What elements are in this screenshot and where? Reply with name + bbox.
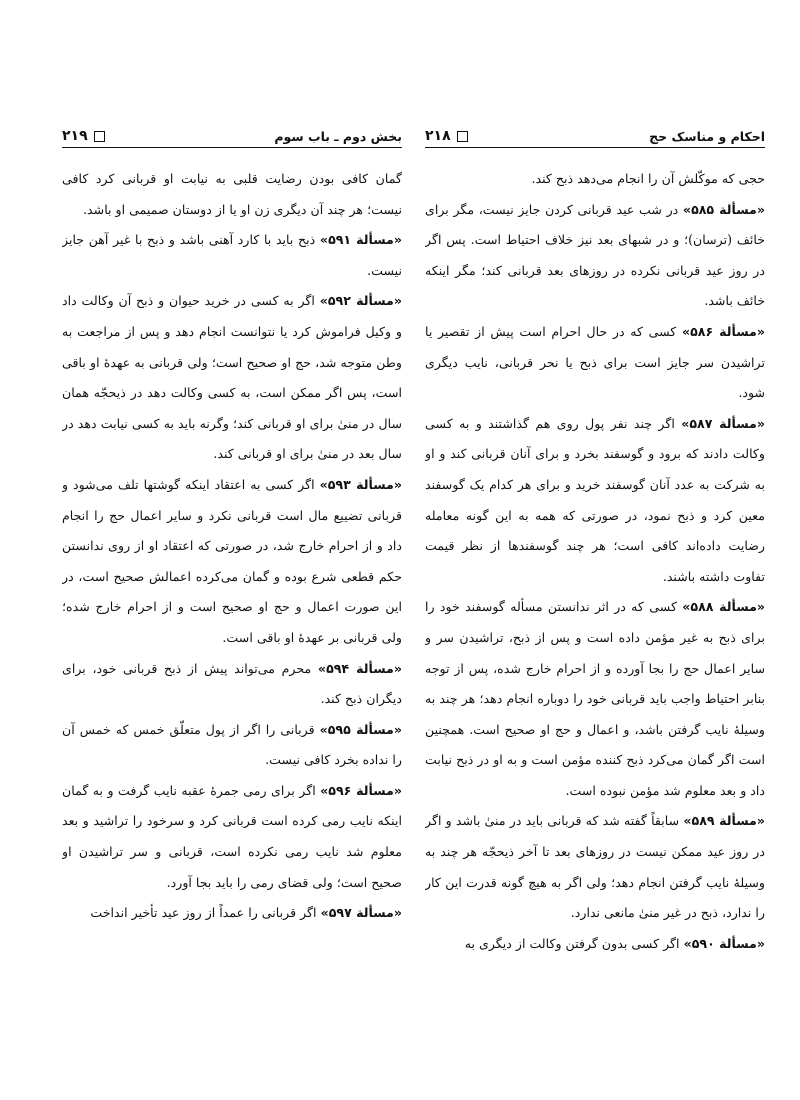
paragraph: «مسألة ۵۹۵» قربانی را اگر از پول متعلّق خمس که خمس آن را نداده بخرد کافی نیست. [62,721,402,768]
question-number: «مسألة ۵۹۲» [319,293,402,309]
question-number: «مسألة ۵۹۶» [320,782,402,798]
question-number: «مسألة ۵۸۷» [681,415,765,431]
paragraph: حجی که موکّلش آن را انجام می‌دهد ذبح کند. [531,171,765,186]
paragraph: گمان کافی بودن رضایت قلبی به نیابت او قربانی کرد کافی نیست؛ هر چند آن دیگری زن او یا از دوستان صمیمی او باشد. [62,171,402,217]
paragraph: «مسألة ۵۸۵» در شب عید قربانی کردن جایز نیست، مگر برای خائف (ترسان)؛ و در شبهای بعد نیز خلاف احتیاط است. پس اگر در روز عید قربانی نکرده در روزهای بعد قربانی کند؛ مگر اینکه خائف باشد. [425,201,765,309]
page-number: ۲۱۸ [425,128,451,144]
paragraph: «مسألة ۵۸۶» کسی که در حال احرام است پیش از تقصیر یا تراشیدن سر جایز است برای ذبح یا نحر قربانی، نایب دیگری شود. [425,323,765,401]
page-header [425,118,765,148]
question-number: «مسألة ۵۸۶» [681,323,765,339]
paragraph: «مسألة ۵۸۸» کسی که در اثر ندانستن مسأله گوسفند خود را برای ذبح به غیر مؤمن داده است و پس از ذبح، تراشیدن سر و سایر اعمال حج را بجا آورده و از احرام خارج شده، پس از توجه بنابر احتیاط واجب باید قربانی خود را دوباره انجام دهد؛ هر چند به وسیلهٔ نایب گرفتن باشد، و اعمال و حج او صحیح است. همچنین است اگر گمان می‌کرد ذبح کننده مؤمن است و به او در ذبح نیابت داد و بعد معلوم شد مؤمن نبوده است. [425,599,765,798]
page-body [62,164,402,929]
paragraph: «مسألة ۵۹۰» اگر کسی بدون گرفتن وکالت از دیگری به [464,935,765,951]
section-title: بخش دوم ـ باب سوم [274,129,402,144]
section-title: احکام و مناسک حج [649,129,765,144]
question-number: «مسألة ۵۹۷» [320,905,402,921]
paragraph: «مسألة ۵۸۹» سابقاً گفته شد که قربانی باید در منیٰ باشد و اگر در روز عید ممکن نیست در روزهای بعد تا آخر ذیحجّه هر چند به وسیلهٔ نایب گرفتن انجام دهد؛ ولی اگر به هیچ گونه قدرت این کار را ندارد، ذبح در غیر منیٰ مانعی ندارد. [425,813,765,921]
square-icon [94,131,105,142]
paragraph: «مسألة ۵۹۲» اگر به کسی در خرید حیوان و ذبح آن وکالت داد و وکیل فراموش کرد یا نتوانست انجام دهد و پس از مراجعت به وطن متوجه شد، حج او صحیح است؛ ولی قربانی به عهدهٔ او باقی است، پس اگر ممکن است، به کسی وکالت دهد در ذیحجّه همان سال در منیٰ برای او قربانی کند؛ وگرنه باید به کسی نیابت دهد در سال بعد در منیٰ برای او قربانی کند. [62,293,402,462]
paragraph: «مسألة ۵۸۷» اگر چند نفر پول روی هم گذاشتند و به کسی وکالت دادند که برود و گوسفند بخرد و برای آنان قربانی کند و او به شرکت به عدد آنان گوسفند خرید و برای هر کدام یک گوسفند معین کرد و ذبح نمود، در صورتی که همه به این گونه معامله رضایت داده‌اند کافی است؛ هر چند گوسفندها از نظر قیمت تفاوت داشته باشند. [425,415,765,584]
paragraph: «مسألة ۵۹۷» اگر قربانی را عمداً از روز عید تأخیر انداخت [90,905,402,921]
question-number: «مسألة ۵۹۵» [319,721,402,737]
page-number-group [62,128,105,144]
question-number: «مسألة ۵۸۸» [682,599,765,615]
paragraph: «مسألة ۵۹۱» ذبح باید با کارد آهنی باشد و ذبح با غیر آهن جایز نیست. [62,232,402,278]
paragraph: «مسألة ۵۹۴» محرم می‌تواند پیش از ذبح قربانی خود، برای دیگران ذبح کند. [62,660,402,707]
right-page [425,118,765,998]
question-number: «مسألة ۵۹۰» [683,935,765,951]
question-number: «مسألة ۵۸۹» [683,813,765,829]
paragraph: «مسألة ۵۹۶» اگر برای رمی جمرهٔ عقبه نایب گرفت و به گمان اینکه نایب رمی کرده است قربانی کرد و سرخود را تراشید و بعد معلوم شد نایب رمی نکرده است، قربانی و سر تراشیدن او صحیح است؛ ولی قضای رمی را باید بجا آورد. [62,782,402,890]
left-page [62,118,402,998]
page-header [62,118,402,148]
question-number: «مسألة ۵۹۳» [319,476,402,492]
page-number-group [425,128,468,144]
paragraph: «مسألة ۵۹۳» اگر کسی به اعتقاد اینکه گوشتها تلف می‌شود و قربانی تضییع مال است قربانی نکرد و سایر اعمال حج را انجام داد و از احرام خارج شد، در صورتی که اعتقاد او از روی ندانستن حکم قطعی شرع بوده و گمان می‌کرده اعمالش صحیح است، در این صورت اعمال و حج او صحیح است و از احرام خارج شده؛ ولی قربانی بر عهدهٔ او باقی است. [62,476,402,645]
question-number: «مسألة ۵۹۱» [319,232,402,248]
question-number: «مسألة ۵۹۴» [317,660,402,676]
page-number: ۲۱۹ [62,128,88,144]
square-icon [457,131,468,142]
question-number: «مسألة ۵۸۵» [682,201,765,217]
page-body [425,164,765,959]
